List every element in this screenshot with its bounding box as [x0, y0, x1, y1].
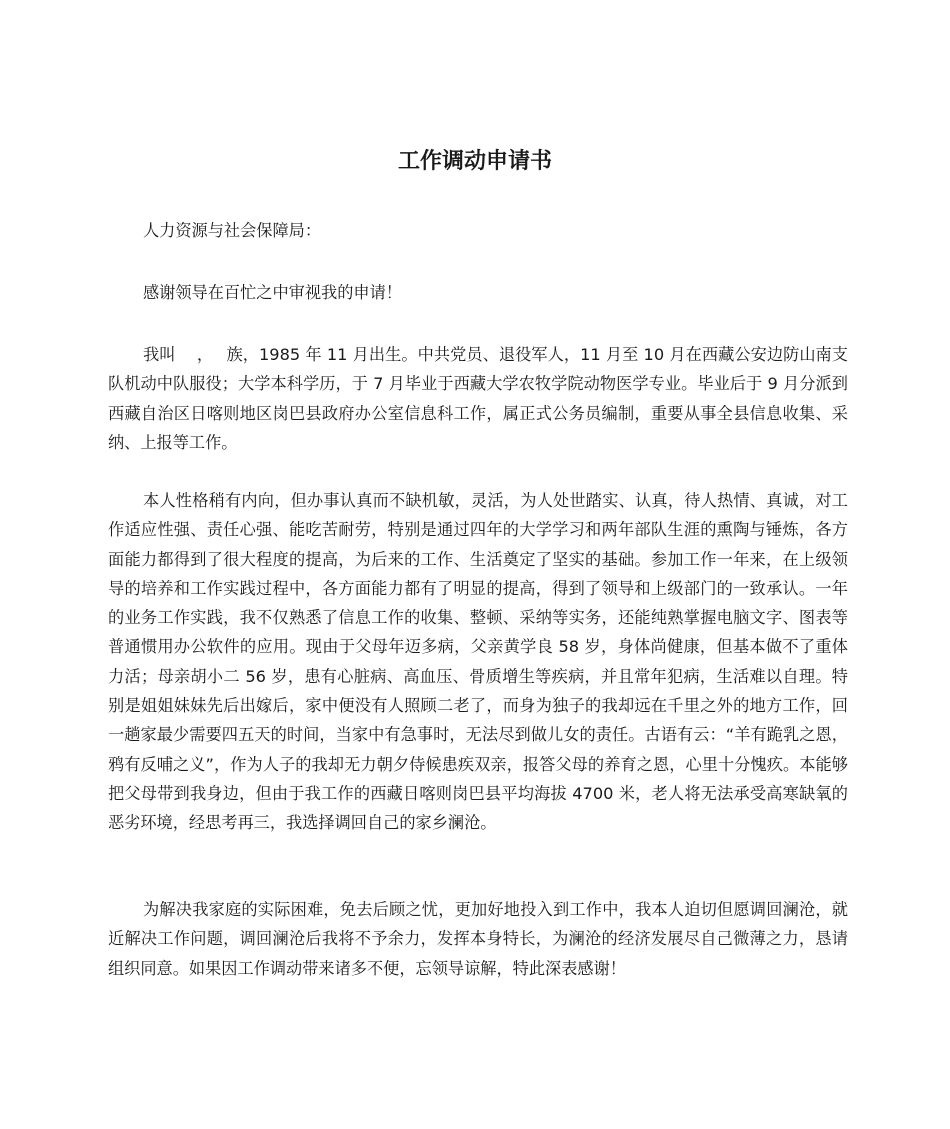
- salutation: 人力资源与社会保障局：: [143, 221, 322, 240]
- paragraph-introduction: 我叫 ， 族，1985 年 11 月出生。中共党员、退役军人，11 月至 10 月在西藏公安边防山南支队机动中队服役；大学本科学历，于 7 月毕业于西藏大学农牧学院动物医学专业。毕业后于 9 月分派到西藏自治区日喀则地区岗巴县政府办公室信息科工作，属正式公务员编制，重要从事全县信息收集、采纳、上报等工作。: [108, 345, 848, 452]
- paragraph-closing: 为解决我家庭的实际困难，免去后顾之忧，更加好地投入到工作中，我本人迫切但愿调回澜沧，就近解决工作问题，调回澜沧后我将不予余力，发挥本身特长，为澜沧的经济发展尽自己微薄之力，恳请组织同意。如果因工作调动带来诸多不便，忘领导谅解，特此深表感谢！: [108, 900, 848, 978]
- document-title: 工作调动申请书: [397, 149, 552, 174]
- paragraph-reasons: 本人性格稍有内向，但办事认真而不缺机敏，灵活，为人处世踏实、认真，待人热情、真诚，对工作适应性强、责任心强、能吃苦耐劳，特别是通过四年的大学学习和两年部队生涯的熏陶与锤炼，各方面能力都得到了很大程度的提高，为后来的工作、生活奠定了坚实的基础。参加工作一年来，在上级领导的培养和工作实践过程中，各方面能力都有了明显的提高，得到了领导和上级部门的一致承认。一年的业务工作实践，我不仅熟悉了信息工作的收集、整顿、采纳等实务，还能纯熟掌握电脑文字、图表等普通惯用办公软件的应用。现由于父母年迈多病，父亲黄学良 58 岁，身体尚健康，但基本做不了重体力活；母亲胡小二 56 岁，患有心脏病、高血压、骨质增生等疾病，并且常年犯病，生活难以自理。特别是姐姐妹妹先后出嫁后，家中便没有人照顾二老了，而身为独子的我却远在千里之外的地方工作，回一趟家最少需要四五天的时间，当家中有急事时，无法尽到做儿女的责任。古语有云：“羊有跪乳之恩，鸦有反哺之义”，作为人子的我却无力朝夕侍候患疾双亲，报答父母的养育之恩，心里十分愧疚。本能够把父母带到我身边，但由于我工作的西藏日喀则岗巴县平均海拔 4700 米，老人将无法承受高寒缺氧的恶劣环境，经思考再三，我选择调回自己的家乡澜沧。: [108, 491, 848, 833]
- thanks-line: 感谢领导在百忙之中审视我的申请！: [143, 283, 402, 302]
